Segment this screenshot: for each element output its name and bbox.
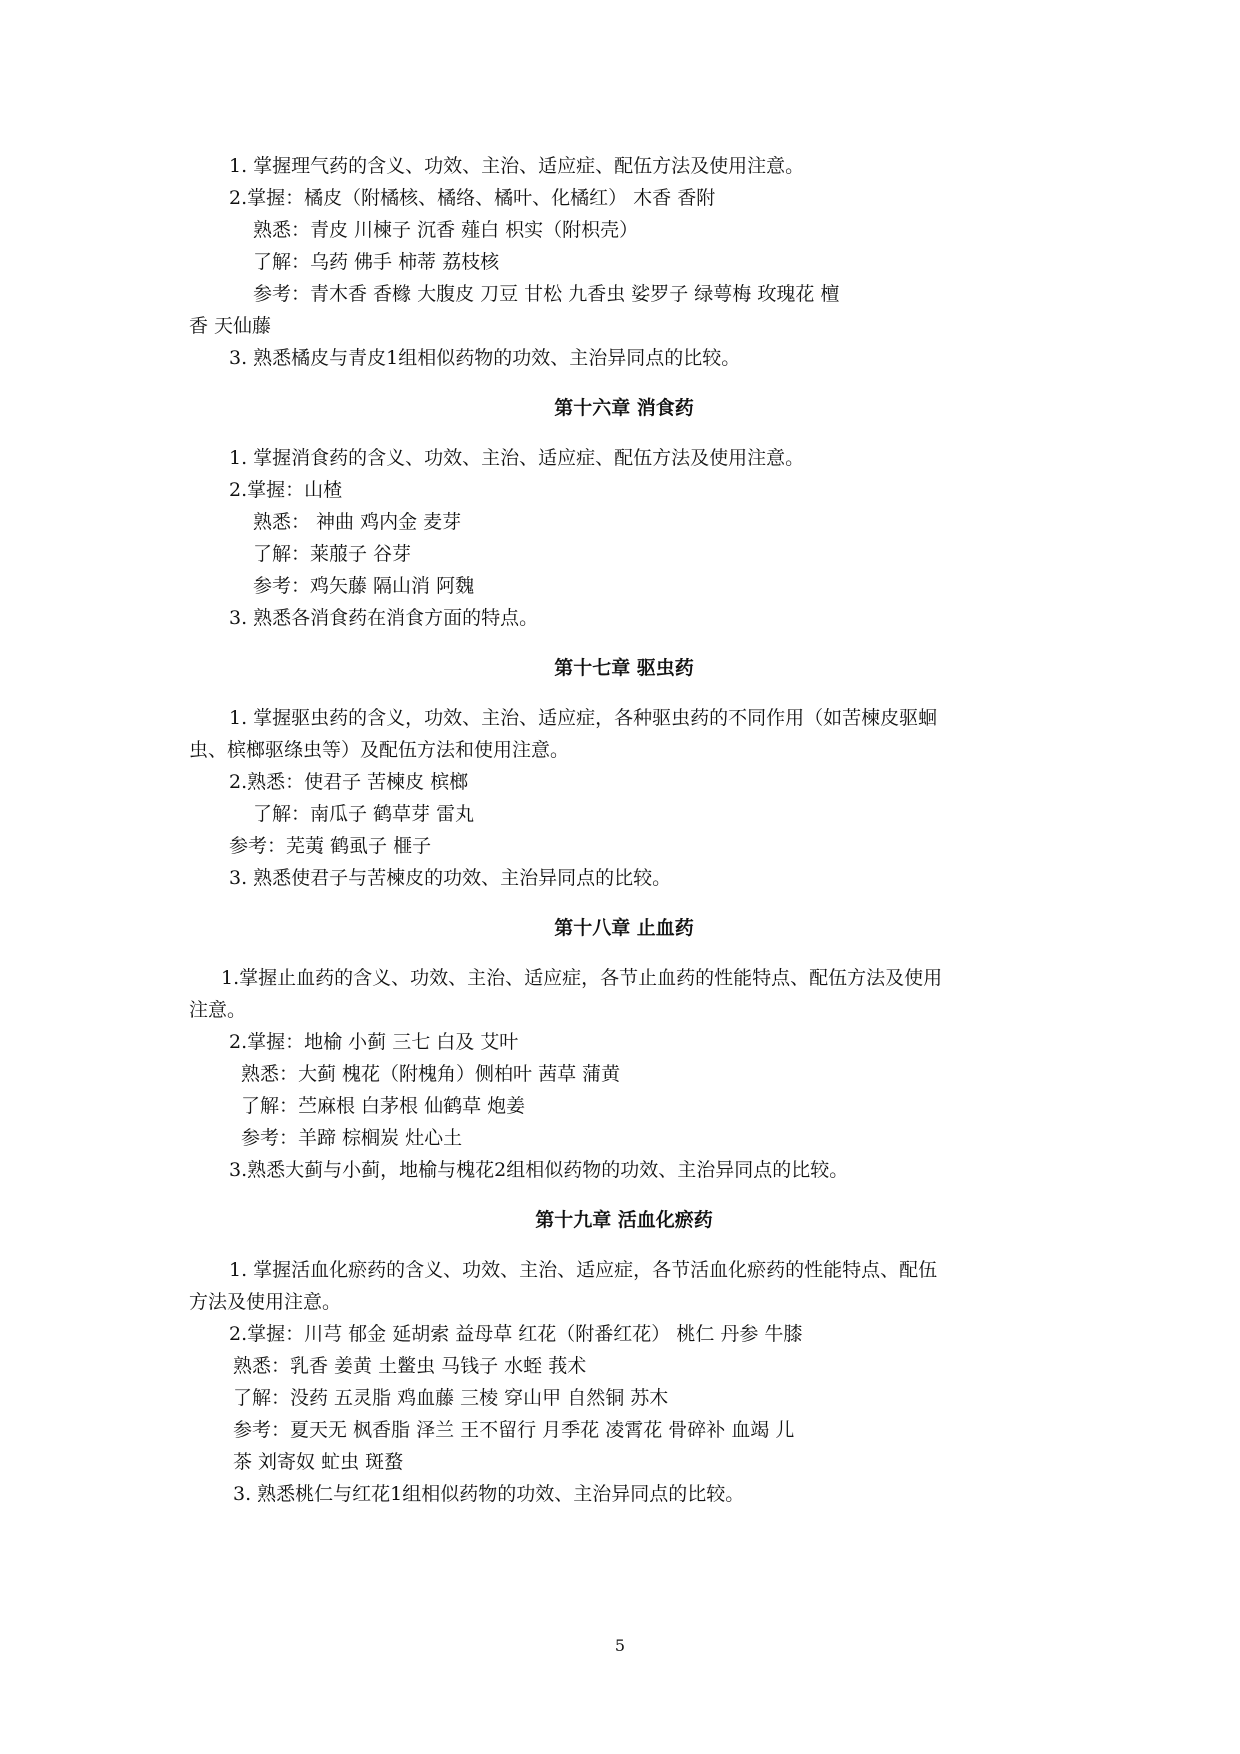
text-line: 2.熟悉：使君子 苦楝皮 槟榔: [229, 771, 469, 793]
text-line: 3. 熟悉各消食药在消食方面的特点。: [229, 607, 539, 629]
text-line: 熟悉： 神曲 鸡内金 麦芽: [253, 511, 462, 533]
text-line: 参考：夏天无 枫香脂 泽兰 王不留行 月季花 凌霄花 骨碎补 血竭 儿: [233, 1419, 795, 1441]
text-line: 2.掌握：橘皮（附橘核、橘络、橘叶、化橘红） 木香 香附: [229, 187, 716, 209]
text-line: 参考：鸡矢藤 隔山消 阿魏: [253, 575, 475, 597]
text-line: 了解：莱菔子 谷芽: [253, 543, 412, 565]
text-line: 熟悉：大蓟 槐花（附槐角）侧柏叶 茜草 蒲黄: [241, 1063, 621, 1085]
chapter-title-19: 第十九章 活血化瘀药: [535, 1209, 713, 1231]
text-line: 1. 掌握驱虫药的含义，功效、主治、适应症，各种驱虫药的不同作用（如苦楝皮驱蛔: [229, 707, 938, 729]
text-line: 参考：芜荑 鹤虱子 榧子: [229, 835, 432, 857]
text-line: 3. 熟悉使君子与苦楝皮的功效、主治异同点的比较。: [229, 867, 672, 889]
text-line: 熟悉：青皮 川楝子 沉香 薤白 枳实（附枳壳）: [253, 219, 639, 241]
text-line: 虫、槟榔驱绦虫等）及配伍方法和使用注意。: [189, 739, 570, 761]
text-line: 2.掌握：山楂: [229, 479, 343, 501]
text-line: 注意。: [189, 999, 247, 1021]
text-line: 3. 熟悉橘皮与青皮1组相似药物的功效、主治异同点的比较。: [229, 347, 741, 369]
text-line: 1.掌握止血药的含义、功效、主治、适应症，各节止血药的性能特点、配伍方法及使用: [221, 967, 943, 989]
chapter-title-18: 第十八章 止血药: [554, 917, 694, 939]
section-ch19: [189, 1254, 1059, 1510]
page-number: 5: [614, 1636, 626, 1655]
text-line: 方法及使用注意。: [189, 1291, 342, 1313]
section-ch15: [189, 150, 1059, 374]
text-line: 了解：南瓜子 鹤草芽 雷丸: [253, 803, 475, 825]
chapter-title-17: 第十七章 驱虫药: [554, 657, 694, 679]
text-line: 2.掌握：地榆 小蓟 三七 白及 艾叶: [229, 1031, 519, 1053]
text-line: 2.掌握：川芎 郁金 延胡索 益母草 红花（附番红花） 桃仁 丹参 牛膝: [229, 1323, 803, 1345]
text-line: 了解：苎麻根 白茅根 仙鹤草 炮姜: [241, 1095, 526, 1117]
text-line: 了解：乌药 佛手 柿蒂 荔枝核: [253, 251, 500, 273]
text-line: 参考：羊蹄 棕榈炭 灶心土: [241, 1127, 463, 1149]
text-line: 1. 掌握活血化瘀药的含义、功效、主治、适应症，各节活血化瘀药的性能特点、配伍: [229, 1259, 938, 1281]
section-ch18: [189, 962, 1059, 1186]
chapter-title-16: 第十六章 消食药: [554, 397, 694, 419]
section-ch17: [189, 702, 1059, 894]
text-line: 3.熟悉大蓟与小蓟，地榆与槐花2组相似药物的功效、主治异同点的比较。: [229, 1159, 849, 1181]
text-line: 参考：青木香 香橼 大腹皮 刀豆 甘松 九香虫 娑罗子 绿萼梅 玫瑰花 檀: [253, 283, 840, 305]
text-line: 了解：没药 五灵脂 鸡血藤 三棱 穿山甲 自然铜 苏木: [233, 1387, 669, 1409]
text-line: 1. 掌握消食药的含义、功效、主治、适应症、配伍方法及使用注意。: [229, 447, 805, 469]
text-line: 茶 刘寄奴 虻虫 斑蝥: [233, 1451, 404, 1473]
text-line: 熟悉：乳香 姜黄 土鳖虫 马钱子 水蛭 莪术: [233, 1355, 587, 1377]
text-line: 1. 掌握理气药的含义、功效、主治、适应症、配伍方法及使用注意。: [229, 155, 805, 177]
text-line: 香 天仙藤: [189, 315, 272, 337]
section-ch16: [189, 442, 1059, 634]
document-body: [189, 150, 1059, 1510]
text-line: 3. 熟悉桃仁与红花1组相似药物的功效、主治异同点的比较。: [233, 1483, 745, 1505]
